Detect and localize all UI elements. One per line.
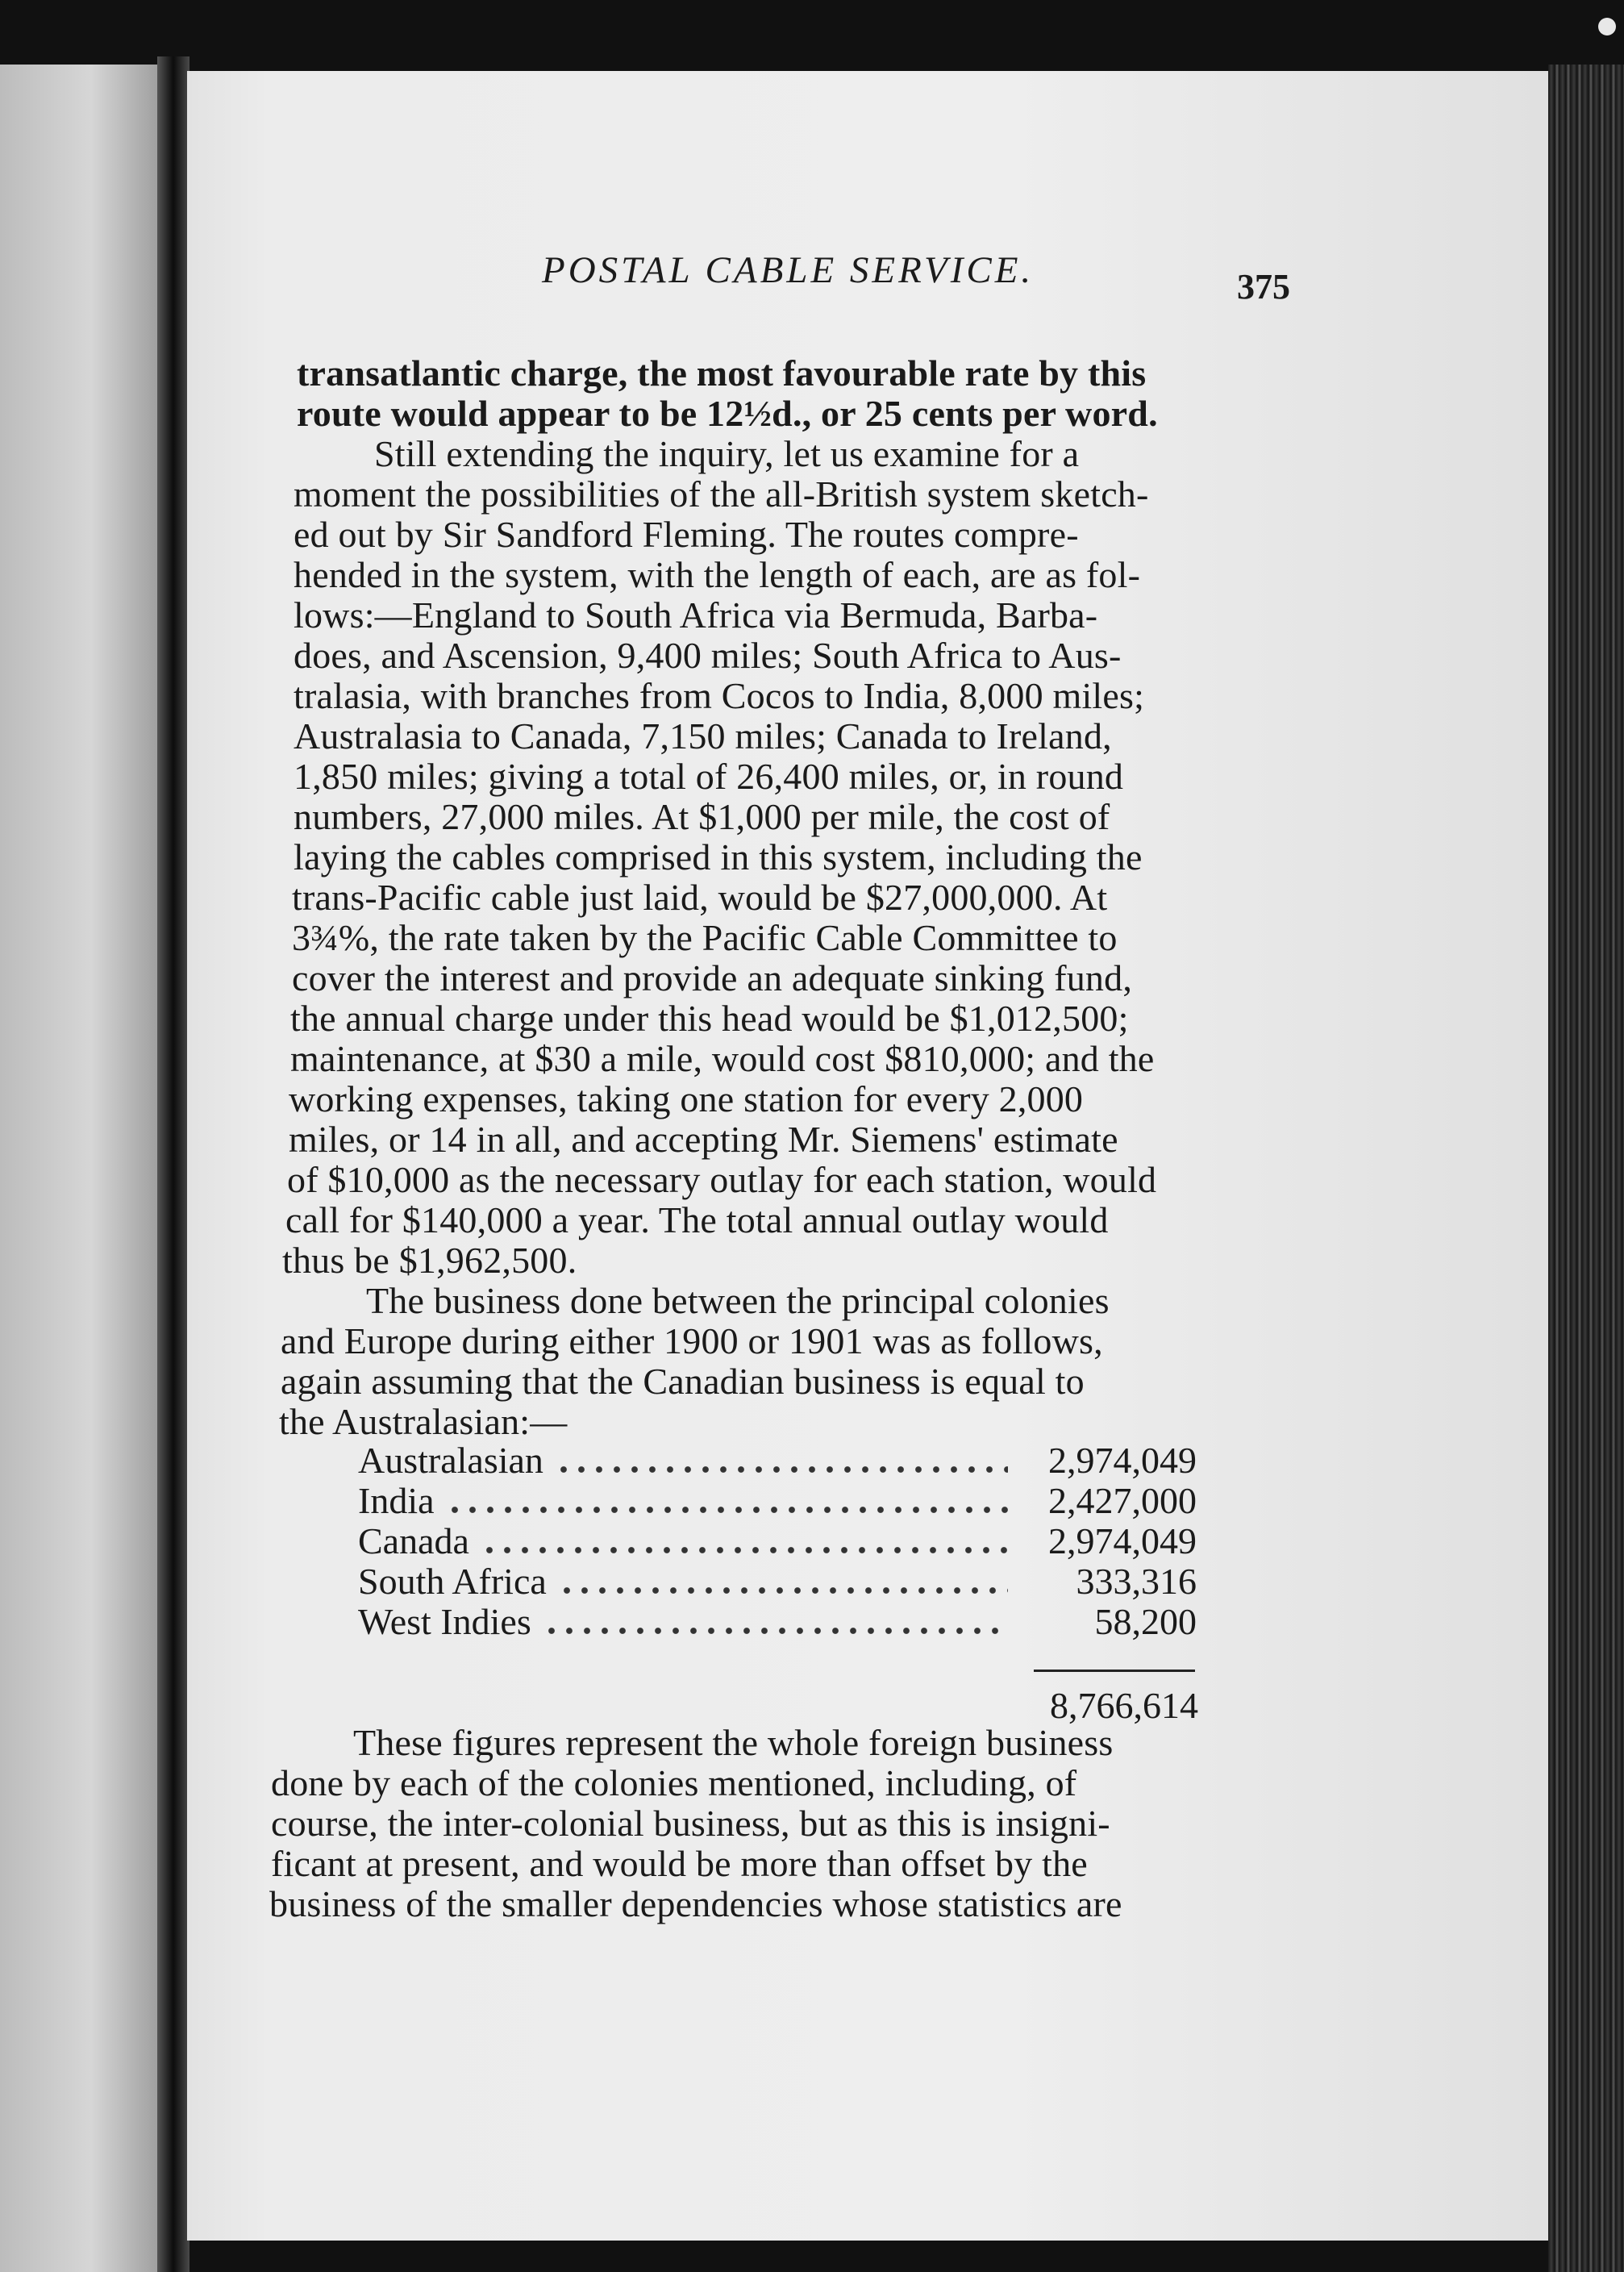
dot-leader — [446, 1486, 1008, 1513]
text-line: course, the inter-colonial business, but as this is insigni- — [271, 1803, 1110, 1844]
text-line: lows:—England to South Africa via Bermuda, Barba- — [294, 594, 1098, 636]
dot-leader — [555, 1445, 1008, 1473]
table-row-label: Australasian — [358, 1440, 543, 1481]
text-line: ed out by Sir Sandford Fleming. The routes compre- — [294, 514, 1079, 555]
table-row-value: 333,316 — [1076, 1561, 1197, 1602]
table-row-label: India — [358, 1480, 435, 1521]
text-line: of $10,000 as the necessary outlay for each station, would — [287, 1159, 1157, 1200]
text-line: business of the smaller dependencies whose statistics are — [269, 1883, 1122, 1924]
book-gutter — [157, 56, 189, 2272]
text-line: thus be $1,962,500. — [282, 1240, 577, 1281]
table-row-value: 2,974,049 — [1048, 1520, 1197, 1561]
page-number: 375 — [1237, 267, 1290, 306]
text-line: 3¾%, the rate taken by the Pacific Cable Committee to — [292, 917, 1118, 958]
text-line: again assuming that the Canadian business is equal to — [281, 1361, 1085, 1402]
text-line: ficant at present, and would be more than offset by the — [271, 1843, 1088, 1884]
scan-corner-mark — [1598, 18, 1616, 35]
dot-leader — [558, 1566, 1008, 1594]
table-row-value: 2,427,000 — [1048, 1480, 1197, 1521]
text-line: Australasia to Canada, 7,150 miles; Canada to Ireland, — [294, 715, 1112, 757]
text-line: transatlantic charge, the most favourable rate by this — [297, 352, 1147, 394]
text-line: The business done between the principal colonies — [366, 1280, 1110, 1321]
facing-page-edge — [0, 65, 165, 2272]
table-row — [358, 1520, 1197, 1560]
text-line: working expenses, taking one station for every 2,000 — [289, 1078, 1084, 1119]
text-line: tralasia, with branches from Cocos to India, 8,000 miles; — [294, 675, 1145, 716]
text-line: 1,850 miles; giving a total of 26,400 miles, or, in round — [294, 756, 1124, 797]
table-row-value: 58,200 — [1094, 1601, 1197, 1642]
page-edge-stack — [1548, 65, 1624, 2272]
text-line: numbers, 27,000 miles. At $1,000 per mile, the cost of — [294, 796, 1110, 837]
text-line: These figures represent the whole foreign business — [353, 1722, 1114, 1763]
text-line: Still extending the inquiry, let us examine for a — [374, 433, 1080, 474]
running-title: POSTAL CABLE SERVICE. — [542, 249, 1035, 291]
text-line: route would appear to be 12½d., or 25 cents per word. — [297, 393, 1158, 434]
table-row — [358, 1439, 1197, 1479]
text-line: cover the interest and provide an adequate sinking fund, — [292, 957, 1133, 998]
sum-rule — [1034, 1670, 1195, 1672]
table-row-label: Canada — [358, 1520, 469, 1561]
text-line: trans-Pacific cable just laid, would be $27,000,000. At — [292, 877, 1108, 918]
text-line: and Europe during either 1900 or 1901 was as follows, — [281, 1320, 1103, 1361]
table-total: 8,766,614 — [1050, 1685, 1198, 1726]
text-line: done by each of the colonies mentioned, including, of — [271, 1762, 1077, 1803]
table-row — [358, 1600, 1197, 1640]
table-row-label: West Indies — [358, 1601, 531, 1642]
table-row-value: 2,974,049 — [1048, 1440, 1197, 1481]
text-line: the annual charge under this head would be $1,012,500; — [290, 998, 1129, 1039]
text-line: laying the cables comprised in this system, including the — [294, 836, 1143, 878]
table-row — [358, 1479, 1197, 1520]
dot-leader — [543, 1607, 1008, 1634]
dot-leader — [481, 1526, 1008, 1553]
text-line: maintenance, at $30 a mile, would cost $810,000; and the — [290, 1038, 1155, 1079]
text-line: hended in the system, with the length of each, are as fol- — [294, 554, 1141, 595]
text-line: miles, or 14 in all, and accepting Mr. Siemens' estimate — [289, 1119, 1118, 1160]
text-line: call for $140,000 a year. The total annual outlay would — [285, 1199, 1109, 1240]
table-row-label: South Africa — [358, 1561, 547, 1602]
text-line: the Australasian:— — [279, 1401, 568, 1442]
table-row — [358, 1560, 1197, 1600]
text-line: moment the possibilities of the all-British system sketch- — [294, 473, 1149, 515]
text-line: does, and Ascension, 9,400 miles; South Africa to Aus- — [294, 635, 1122, 676]
